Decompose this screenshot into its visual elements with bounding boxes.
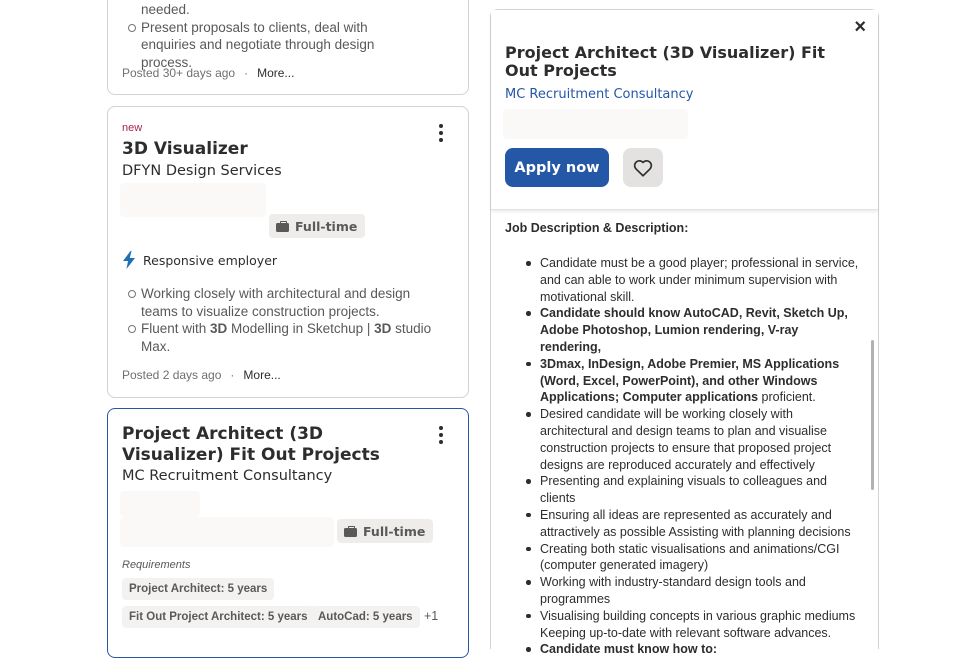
snippet-bullet: needed. (141, 2, 190, 17)
description-item: Ensuring all ideas are represented as accurately and attractively as possible Assisting with planning decisions (525, 507, 862, 541)
job-details-panel (490, 9, 879, 657)
requirement-tag: Project Architect: 5 years (122, 578, 274, 600)
job-title[interactable]: 3D Visualizer (122, 139, 248, 159)
posted-meta (122, 368, 281, 382)
salary-placeholder (120, 491, 200, 517)
apply-now-label: Apply now (514, 159, 600, 176)
job-card-3d-visualizer[interactable] (107, 106, 469, 398)
more-link[interactable]: More... (243, 368, 281, 382)
bolt-icon (122, 251, 136, 269)
job-description (505, 221, 862, 658)
description-item: Working with industry-standard design tools and programmes (525, 574, 862, 608)
description-item: Visualising building concepts in various graphic mediums Keeping up-to-date with relevant software advances. (525, 608, 862, 642)
more-link[interactable]: More... (257, 66, 295, 80)
job-type-chip (337, 519, 433, 543)
description-item: Creating both static visualisations and animations/CGI (computer generated imagery) (525, 541, 862, 575)
responsive-employer (122, 251, 277, 269)
job-snippet (122, 1, 422, 71)
close-icon[interactable]: × (854, 16, 866, 38)
company-name: DFYN Design Services (122, 163, 282, 179)
description-item: Desired candidate will be working closely with architectural and design teams to plan and visualise construction projects to ensure that proposed project designs are reproduced accurately and effectively (525, 406, 862, 473)
description-list (525, 255, 862, 658)
job-card-previous[interactable] (107, 0, 469, 95)
salary-placeholder (120, 517, 334, 547)
description-item: 3Dmax, InDesign, Adobe Premier, MS Applications (Word, Excel, PowerPoint), and other Windows Applications; Computer applications proficient. (525, 356, 862, 406)
separator-dot: · (244, 66, 249, 80)
description-item: Presenting and explaining visuals to colleagues and clients (525, 473, 862, 507)
job-details-header (491, 10, 878, 210)
snippet-bullet: Present proposals to clients, deal with enquiries and negotiate through design process. (122, 19, 422, 72)
apply-now-button[interactable] (505, 148, 609, 187)
posted-date: Posted 30+ days ago (122, 66, 236, 80)
new-badge: new (122, 122, 143, 134)
description-item: Candidate should know AutoCAD, Revit, Sketch Up, Adobe Photoshop, Lumion rendering, V-ray rendering, (525, 305, 862, 355)
job-type-chip (269, 214, 365, 238)
briefcase-icon (276, 221, 289, 232)
description-item: Candidate must be a good player; professional in service, and can able to work under minimum supervision with motivational skill. (525, 255, 862, 305)
save-job-button[interactable] (623, 148, 663, 187)
requirement-tag: Fit Out Project Architect: 5 years (122, 606, 315, 628)
separator-dot: · (230, 368, 235, 382)
company-name: MC Recruitment Consultancy (122, 468, 333, 484)
kebab-menu-icon[interactable] (431, 423, 451, 447)
snippet-bullet: Fluent with 3D Modelling in Sketchup | 3D studio Max. (122, 320, 432, 355)
job-snippet (122, 285, 432, 355)
requirement-tag: AutoCad: 5 years (311, 606, 420, 628)
heart-icon (633, 159, 653, 177)
job-details-company-link[interactable]: MC Recruitment Consultancy (505, 87, 694, 102)
job-type-label: Full-time (295, 218, 358, 234)
job-card-project-architect[interactable] (107, 408, 469, 658)
snippet-bullet: Working closely with architectural and design teams to visualize construction projects. (122, 285, 432, 320)
description-heading: Job Description & Description: (505, 221, 689, 235)
posted-date: Posted 2 days ago (122, 368, 222, 382)
posted-meta (122, 66, 294, 80)
responsive-employer-label: Responsive employer (143, 252, 278, 268)
salary-placeholder (503, 109, 688, 139)
description-item: Candidate must know how to: (525, 641, 862, 658)
salary-placeholder (120, 183, 266, 217)
requirements-label: Requirements (122, 559, 191, 571)
kebab-menu-icon[interactable] (431, 121, 451, 145)
job-details-title: Project Architect (3D Visualizer) Fit Out Projects (505, 43, 826, 80)
job-title[interactable]: Project Architect (3D Visualizer) Fit Out Projects (122, 424, 380, 465)
more-requirements-count[interactable]: +1 (424, 609, 439, 623)
briefcase-icon (344, 526, 357, 537)
job-type-label: Full-time (363, 523, 426, 539)
scrollbar[interactable] (871, 340, 874, 490)
